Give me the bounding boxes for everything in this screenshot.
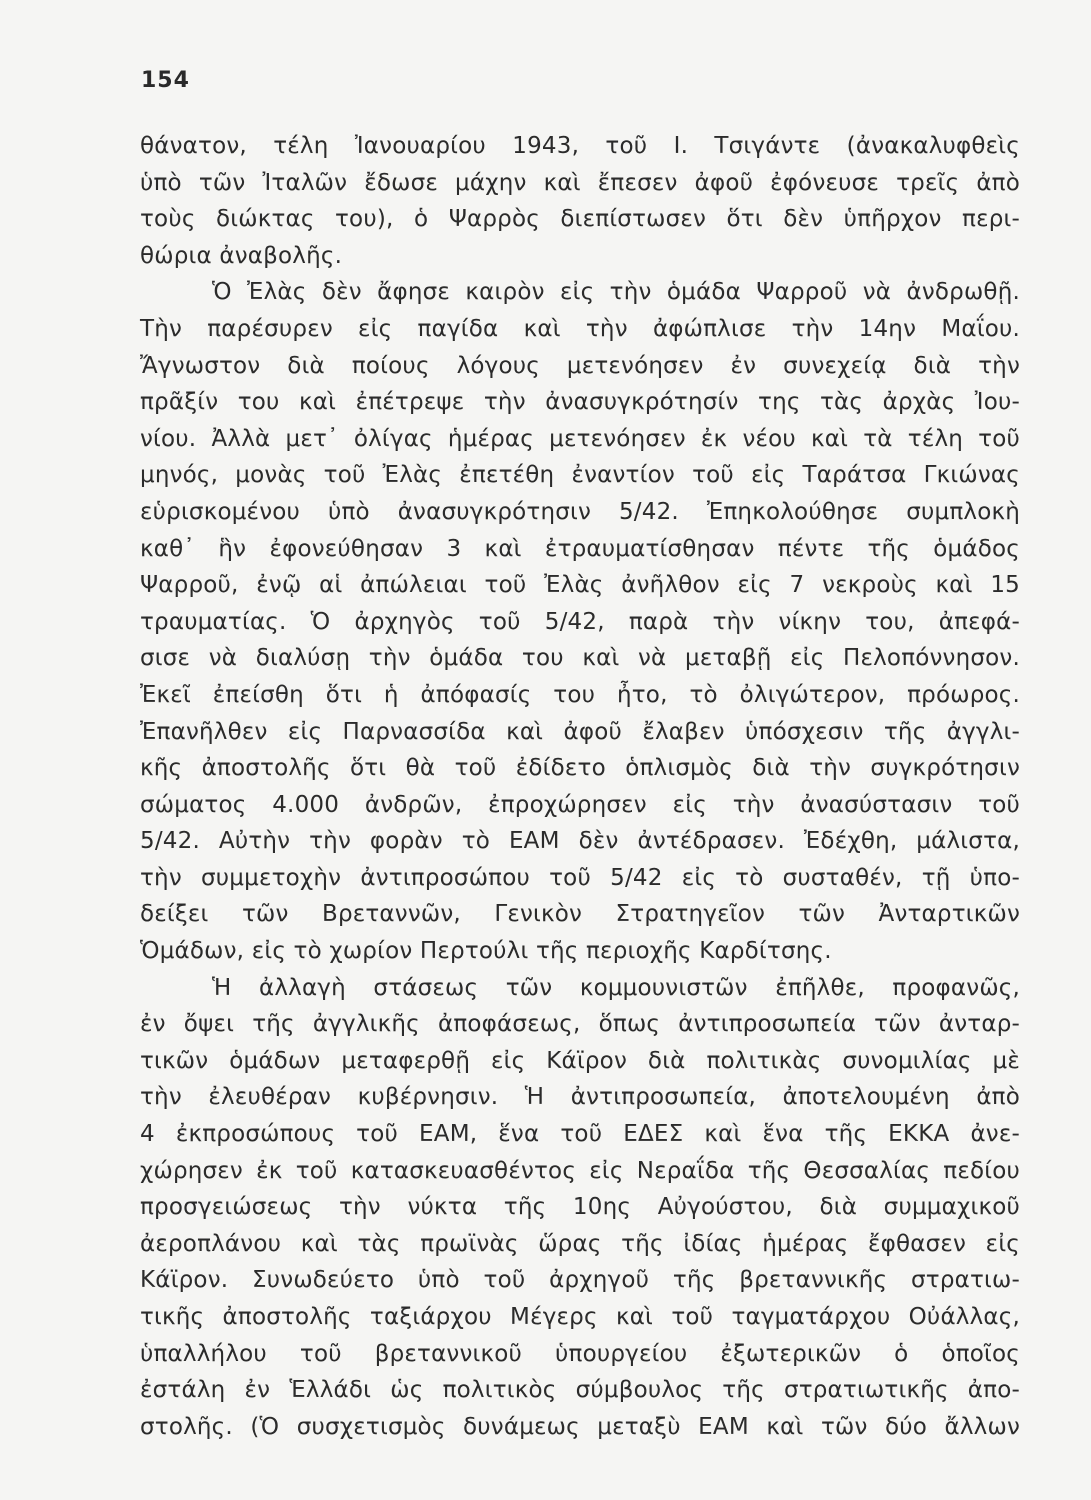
text-line: καθ᾽ ἣν ἐφονεύθησαν 3 καὶ ἐτραυματίσθησαν πέντε τῆς ὁμάδος [140, 535, 1020, 562]
text-line: τικῶν ὁμάδων μεταφερθῇ εἰς Κάϊρον διὰ πολιτικὰς συνομιλίας μὲ [140, 1047, 1020, 1074]
text-line: τὴν συμμετοχὴν ἀντιπροσώπου τοῦ 5/42 εἰς τὸ συσταθέν, τῇ ὑπο- [140, 864, 1020, 891]
text-line: Κάϊρον. Συνωδεύετο ὑπὸ τοῦ ἀρχηγοῦ τῆς βρεταννικῆς στρατιω- [140, 1267, 1020, 1294]
text-line: Ἡ ἀλλαγὴ στάσεως τῶν κομμουνιστῶν ἐπῆλθε, προφανῶς, [212, 974, 1020, 1001]
text-line: Ψαρροῦ, ἐνῷ αἱ ἀπώλειαι τοῦ Ἐλὰς ἀνῆλθον εἰς 7 νεκροὺς καὶ 15 [140, 572, 1020, 599]
body-text [140, 128, 1020, 1445]
text-line: ἀεροπλάνου καὶ τὰς πρωϊνὰς ὥρας τῆς ἰδίας ἡμέρας ἔφθασεν εἰς [140, 1230, 1020, 1257]
text-line: τραυματίας. Ὁ ἀρχηγὸς τοῦ 5/42, παρὰ τὴν νίκην του, ἀπεφά- [140, 608, 1020, 635]
page-number: 154 [141, 68, 190, 93]
text-line: 4 ἐκπροσώπους τοῦ ΕΑΜ, ἕνα τοῦ ΕΔΕΣ καὶ ἕνα τῆς ΕΚΚΑ ἀνε- [140, 1121, 1020, 1148]
text-line: τοὺς διώκτας του), ὁ Ψαρρὸς διεπίστωσεν ὅτι δὲν ὑπῆρχον περι- [140, 206, 1020, 233]
text-line: τὴν ἐλευθέραν κυβέρνησιν. Ἡ ἀντιπροσωπεία, ἀποτελουμένη ἀπὸ [140, 1084, 1020, 1111]
text-line: Ἐπανῆλθεν εἰς Παρνασσίδα καὶ ἀφοῦ ἔλαβεν ὑπόσχεσιν τῆς ἀγγλι- [140, 718, 1020, 745]
text-line: τικῆς ἀποστολῆς ταξιάρχου Μέγερς καὶ τοῦ ταγματάρχου Οὐάλλας, [140, 1304, 1020, 1330]
text-line: ἐν ὄψει τῆς ἀγγλικῆς ἀποφάσεως, ὅπως ἀντιπροσωπεία τῶν ἀνταρ- [140, 1011, 1020, 1038]
text-line: θώρια ἀναβολῆς. [140, 242, 343, 269]
text-line: χώρησεν ἐκ τοῦ κατασκευασθέντος εἰς Νεραΐδα τῆς Θεσσαλίας πεδίου [140, 1157, 1020, 1184]
text-line: σώματος 4.000 ἀνδρῶν, ἐπροχώρησεν εἰς τὴν ἀνασύστασιν τοῦ [140, 791, 1020, 818]
text-line: 5/42. Αὐτὴν τὴν φορὰν τὸ ΕΑΜ δὲν ἀντέδρασεν. Ἐδέχθη, μάλιστα, [140, 828, 1020, 855]
text-line: νίου. Ἀλλὰ μετ᾽ ὀλίγας ἡμέρας μετενόησεν ἐκ νέου καὶ τὰ τέλη τοῦ [140, 425, 1020, 452]
text-line: στολῆς. (Ὁ συσχετισμὸς δυνάμεως μεταξὺ ΕΑΜ καὶ τῶν δύο ἄλλων [140, 1413, 1020, 1440]
text-line: δείξει τῶν Βρεταννῶν, Γενικὸν Στρατηγεῖον τῶν Ἀνταρτικῶν [140, 901, 1020, 928]
text-line: μηνός, μονὰς τοῦ Ἐλὰς ἐπετέθη ἐναντίον τοῦ εἰς Ταράτσα Γκιώνας [140, 462, 1020, 489]
text-line: εὑρισκομένου ὑπὸ ἀνασυγκρότησιν 5/42. Ἐπηκολούθησε συμπλοκὴ [140, 498, 1020, 525]
text-line: ὑπαλλήλου τοῦ βρεταννικοῦ ὑπουργείου ἐξωτερικῶν ὁ ὁποῖος [140, 1340, 1020, 1367]
text-line: Ἄγνωστον διὰ ποίους λόγους μετενόησεν ἐν συνεχείᾳ διὰ τὴν [140, 352, 1020, 379]
text-line: θάνατον, τέλη Ἰανουαρίου 1943, τοῦ Ι. Τσιγάντε (ἀνακαλυφθεὶς [140, 133, 1020, 159]
text-line: ἐστάλη ἐν Ἑλλάδι ὡς πολιτικὸς σύμβουλος τῆς στρατιωτικῆς ἀπο- [140, 1377, 1020, 1404]
text-line: Ὁμάδων, εἰς τὸ χωρίον Περτούλι τῆς περιοχῆς Καρδίτσης. [140, 938, 832, 965]
text-line: Ἐκεῖ ἐπείσθη ὅτι ἡ ἀπόφασίς του ἦτο, τὸ ὀλιγώτερον, πρόωρος. [140, 681, 1020, 708]
text-line: πρᾶξίν του καὶ ἐπέτρεψε τὴν ἀνασυγκρότησίν της τὰς ἀρχὰς Ἰου- [140, 389, 1020, 416]
text-line: Τὴν παρέσυρεν εἰς παγίδα καὶ τὴν ἀφώπλισε τὴν 14ην Μαΐου. [140, 315, 1020, 342]
text-line: ὑπὸ τῶν Ἰταλῶν ἔδωσε μάχην καὶ ἔπεσεν ἀφοῦ ἐφόνευσε τρεῖς ἀπὸ [140, 169, 1020, 196]
text-line: προσγειώσεως τὴν νύκτα τῆς 10ης Αὐγούστου, διὰ συμμαχικοῦ [140, 1194, 1020, 1221]
text-line: σισε νὰ διαλύσῃ τὴν ὁμάδα του καὶ νὰ μεταβῇ εἰς Πελοπόννησον. [140, 645, 1020, 672]
text-line: κῆς ἀποστολῆς ὅτι θὰ τοῦ ἐδίδετο ὁπλισμὸς διὰ τὴν συγκρότησιν [140, 755, 1020, 782]
text-line: Ὁ Ἐλὰς δὲν ἄφησε καιρὸν εἰς τὴν ὁμάδα Ψαρροῦ νὰ ἀνδρωθῇ. [212, 279, 1020, 306]
